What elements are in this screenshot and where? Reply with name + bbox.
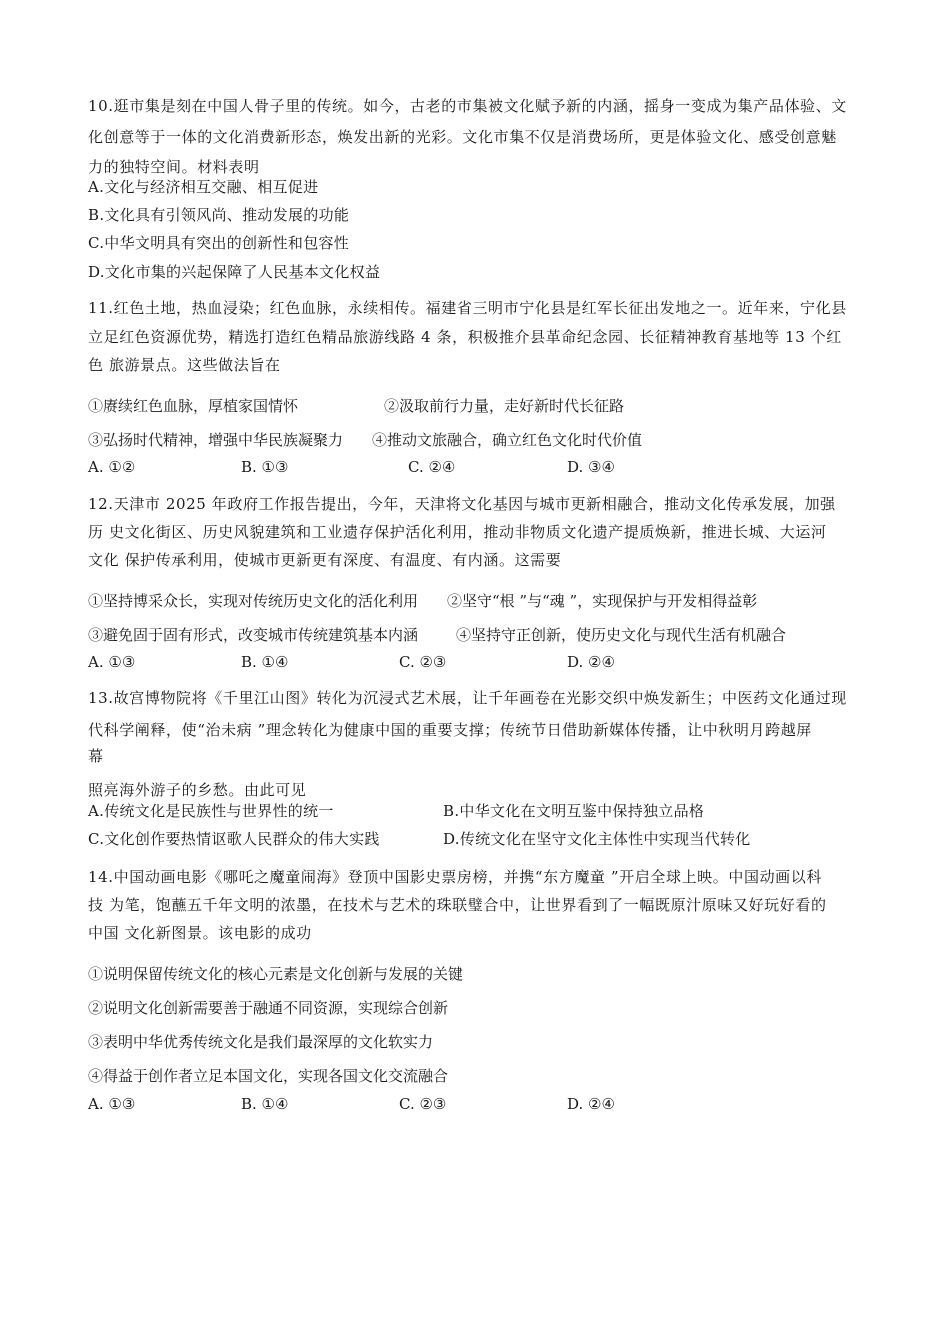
q12-item-2: ②坚守“根 ”与“魂 ”，实现保护与开发相得益彰 bbox=[447, 592, 758, 610]
q11-item-4: ④推动文旅融合，确立红色文化时代价值 bbox=[372, 431, 643, 449]
q13-option-d: D.传统文化在坚守文化主体性中实现当代转化 bbox=[443, 830, 751, 848]
q12-choice-b: B. ①④ bbox=[241, 653, 289, 671]
q14-choice-b: B. ①④ bbox=[241, 1095, 289, 1113]
q10-option-c: C.中华文明具有突出的创新性和包容性 bbox=[88, 234, 350, 252]
q11-choice-a: A. ①② bbox=[88, 458, 136, 476]
q14-item-4: ④得益于创作者立足本国文化，实现各国文化交流融合 bbox=[88, 1067, 449, 1085]
q10-option-b: B.文化具有引领风尚、推动发展的功能 bbox=[88, 206, 350, 224]
q11-stem-line-3: 色 旅游景点。这些做法旨在 bbox=[88, 356, 281, 374]
q10-stem-line-1: 10.逛市集是刻在中国人骨子里的传统。如今，古老的市集被文化赋予新的内涵，摇身一变成为集产品体验、文 bbox=[88, 97, 847, 115]
q11-item-3: ③弘扬时代精神，增强中华民族凝聚力 bbox=[88, 431, 344, 449]
q14-choice-d: D. ②④ bbox=[567, 1095, 615, 1113]
q11-item-2: ②汲取前行力量，走好新时代长征路 bbox=[384, 397, 625, 415]
q11-choice-b: B. ①③ bbox=[241, 458, 289, 476]
q14-item-2: ②说明文化创新需要善于融通不同资源，实现综合创新 bbox=[88, 999, 449, 1017]
q13-stem-line-1: 13.故宫博物院将《千里江山图》转化为沉浸式艺术展，让千年画卷在光影交织中焕发新生；中医药文化通过现 bbox=[88, 689, 847, 707]
q11-item-1: ①赓续红色血脉，厚植家国情怀 bbox=[88, 397, 299, 415]
q12-item-4: ④坚持守正创新，使历史文化与现代生活有机融合 bbox=[456, 626, 787, 644]
q11-choice-c: C. ②④ bbox=[408, 458, 456, 476]
q13-stem-line-2: 代科学阐释，使“治未病 ”理念转化为健康中国的重要支撑；传统节日借助新媒体传播，让中秋明月跨越屏 bbox=[88, 721, 812, 739]
q12-choice-a: A. ①③ bbox=[88, 653, 136, 671]
q12-item-3: ③避免固于固有形式，改变城市传统建筑基本内涵 bbox=[88, 626, 419, 644]
q14-choice-a: A. ①③ bbox=[88, 1095, 136, 1113]
q13-option-b: B.中华文化在文明互鉴中保持独立品格 bbox=[443, 802, 705, 820]
q10-stem-line-2: 化创意等于一体的文化消费新形态，焕发出新的光彩。文化市集不仅是消费场所，更是体验文化、感受创意魅 bbox=[88, 128, 837, 146]
q14-stem-line-2: 技 为笔，饱蘸五千年文明的浓墨，在技术与艺术的珠联璧合中，让世界看到了一幅既原汁原味又好玩好看的 bbox=[88, 896, 827, 914]
q12-stem-line-2: 历 史文化街区、历史风貌建筑和工业遗存保护活化利用，推动非物质文化遗产提质焕新，推进长城、大运河 bbox=[88, 523, 827, 541]
q14-stem-line-1: 14.中国动画电影《哪吒之魔童闹海》登顶中国影史票房榜，并携“东方魔童 ”开启全球上映。中国动画以科 bbox=[88, 868, 822, 886]
q12-choice-c: C. ②③ bbox=[399, 653, 447, 671]
q10-option-d: D.文化市集的兴起保障了人民基本文化权益 bbox=[88, 263, 381, 281]
q14-stem-line-3: 中国 文化新图景。该电影的成功 bbox=[88, 924, 312, 942]
q11-choice-d: D. ③④ bbox=[567, 458, 615, 476]
q11-stem-line-1: 11.红色土地，热血浸染；红色血脉，永续相传。福建省三明市宁化县是红军长征出发地之一。近年来，宁化县 bbox=[88, 299, 847, 317]
q10-option-a: A.文化与经济相互交融、相互促进 bbox=[88, 178, 319, 196]
q14-item-1: ①说明保留传统文化的核心元素是文化创新与发展的关键 bbox=[88, 965, 464, 983]
q12-stem-line-3: 文化 保护传承利用，使城市更新更有深度、有温度、有内涵。这需要 bbox=[88, 551, 562, 569]
q12-choice-d: D. ②④ bbox=[567, 653, 615, 671]
q13-stem-line-3: 幕 bbox=[88, 747, 104, 765]
q13-option-c: C.文化创作要热情讴歌人民群众的伟大实践 bbox=[88, 830, 380, 848]
q12-item-1: ①坚持博采众长，实现对传统历史文化的活化利用 bbox=[88, 592, 419, 610]
q14-item-3: ③表明中华优秀传统文化是我们最深厚的文化软实力 bbox=[88, 1033, 434, 1051]
q10-stem-line-3: 力的独特空间。材料表明 bbox=[88, 158, 260, 176]
q14-choice-c: C. ②③ bbox=[399, 1095, 447, 1113]
q13-stem-line-4: 照亮海外游子的乡愁。由此可见 bbox=[88, 781, 307, 799]
q13-option-a: A.传统文化是民族性与世界性的统一 bbox=[88, 802, 334, 820]
q11-stem-line-2: 立足红色资源优势，精选打造红色精品旅游线路 4 条，积极推介县革命纪念园、长征精神教育基地等 13 个红 bbox=[88, 328, 842, 346]
q12-stem-line-1: 12.天津市 2025 年政府工作报告提出，今年，天津将文化基因与城市更新相融合，推动文化传承发展，加强 bbox=[88, 495, 836, 513]
